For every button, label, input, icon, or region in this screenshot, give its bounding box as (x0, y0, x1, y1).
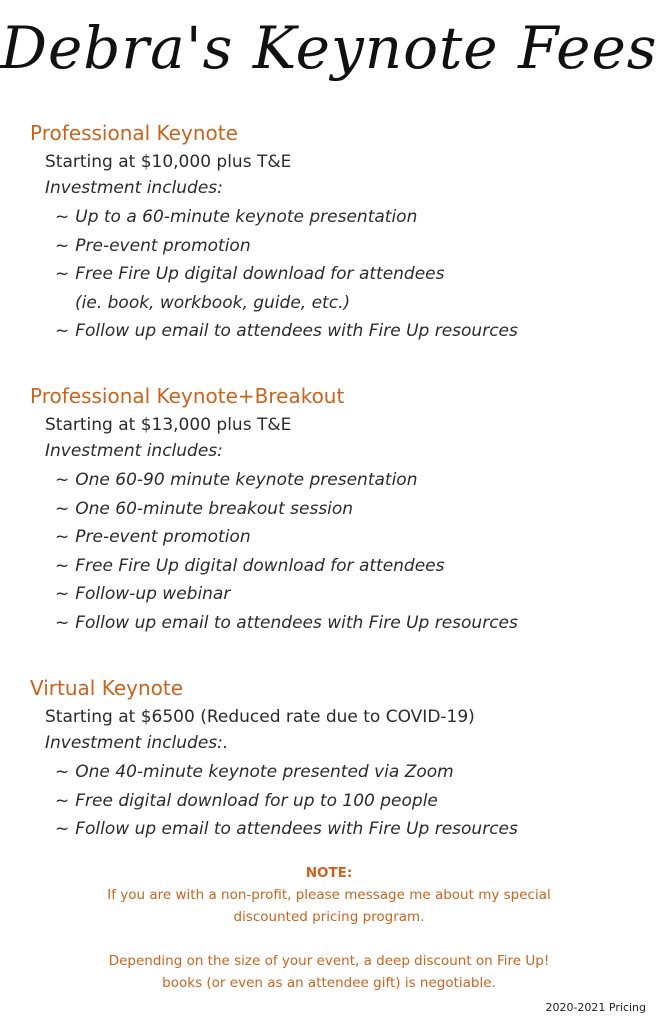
page-title: Debra's Keynote Fees (0, 14, 658, 82)
bullet-tilde: ~ (55, 470, 70, 490)
includes-list (55, 758, 640, 844)
price-text: Starting at $13,000 plus T&E (45, 415, 292, 435)
price-text: Starting at $6500 (Reduced rate due to COVID-19) (45, 707, 475, 727)
list-item: ~ One 40-minute keynote presented via Zoom (55, 762, 454, 782)
list-item: ~ Up to a 60-minute keynote presentation (55, 207, 418, 227)
list-item: ~ One 60-90 minute keynote presentation (55, 470, 418, 490)
bullet-tilde: ~ (55, 498, 70, 519)
section-keynote-breakout (30, 383, 640, 638)
spacer (0, 928, 658, 950)
section-heading: Professional Keynote+Breakout (30, 384, 345, 408)
list-item: ~ Follow up email to attendees with Fire Up resources (55, 321, 518, 342)
note-text: books (or even as an attendee gift) is negotiable. (162, 975, 496, 991)
list-item: ~ Follow-up webinar (55, 584, 231, 605)
price-text: Starting at $10,000 plus T&E (45, 152, 292, 172)
includes-list (55, 466, 640, 638)
bullet-tilde: ~ (55, 555, 70, 576)
bullet-tilde: ~ (55, 207, 70, 227)
list-item: ~ Free Fire Up digital download for attendees (ie. book, workbook, guide, etc.) (55, 260, 640, 317)
list-item: ~ Free digital download for up to 100 people (55, 790, 438, 811)
section-professional-keynote (30, 120, 640, 346)
includes-label: Investment includes: (45, 178, 223, 198)
bullet-tilde: ~ (55, 762, 70, 782)
includes-label: Investment includes:. (45, 733, 229, 753)
bullet-tilde: ~ (55, 790, 70, 811)
footer-pricing-year: 2020-2021 Pricing (545, 1001, 646, 1014)
note-text: Depending on the size of your event, a deep discount on Fire Up! (108, 953, 550, 969)
list-item: ~ Pre-event promotion (55, 235, 251, 256)
bullet-tilde: ~ (55, 819, 70, 840)
section-virtual-keynote (30, 675, 640, 844)
list-item: ~ Follow up email to attendees with Fire Up resources (55, 612, 518, 633)
note-text: If you are with a non-profit, please message me about my special (107, 887, 551, 903)
bullet-tilde: ~ (55, 527, 70, 548)
note-block (0, 862, 658, 994)
bullet-tilde: ~ (55, 584, 70, 605)
bullet-tilde: ~ (55, 264, 70, 285)
list-item: ~ Free Fire Up digital download for attendees (55, 555, 445, 576)
note-label: NOTE: (305, 865, 353, 881)
bullet-tilde: ~ (55, 321, 70, 342)
bullet-tilde: ~ (55, 612, 70, 633)
list-item: ~ Follow up email to attendees with Fire Up resources (55, 819, 518, 840)
includes-label: Investment includes: (45, 441, 223, 461)
section-heading: Professional Keynote (30, 121, 238, 145)
list-item-subtext: (ie. book, workbook, guide, etc.) (75, 292, 351, 313)
note-text: discounted pricing program. (233, 909, 425, 925)
includes-list (55, 203, 640, 346)
list-item: ~ Pre-event promotion (55, 527, 251, 548)
bullet-tilde: ~ (55, 235, 70, 256)
list-item: ~ One 60-minute breakout session (55, 498, 354, 519)
section-heading: Virtual Keynote (30, 676, 184, 700)
